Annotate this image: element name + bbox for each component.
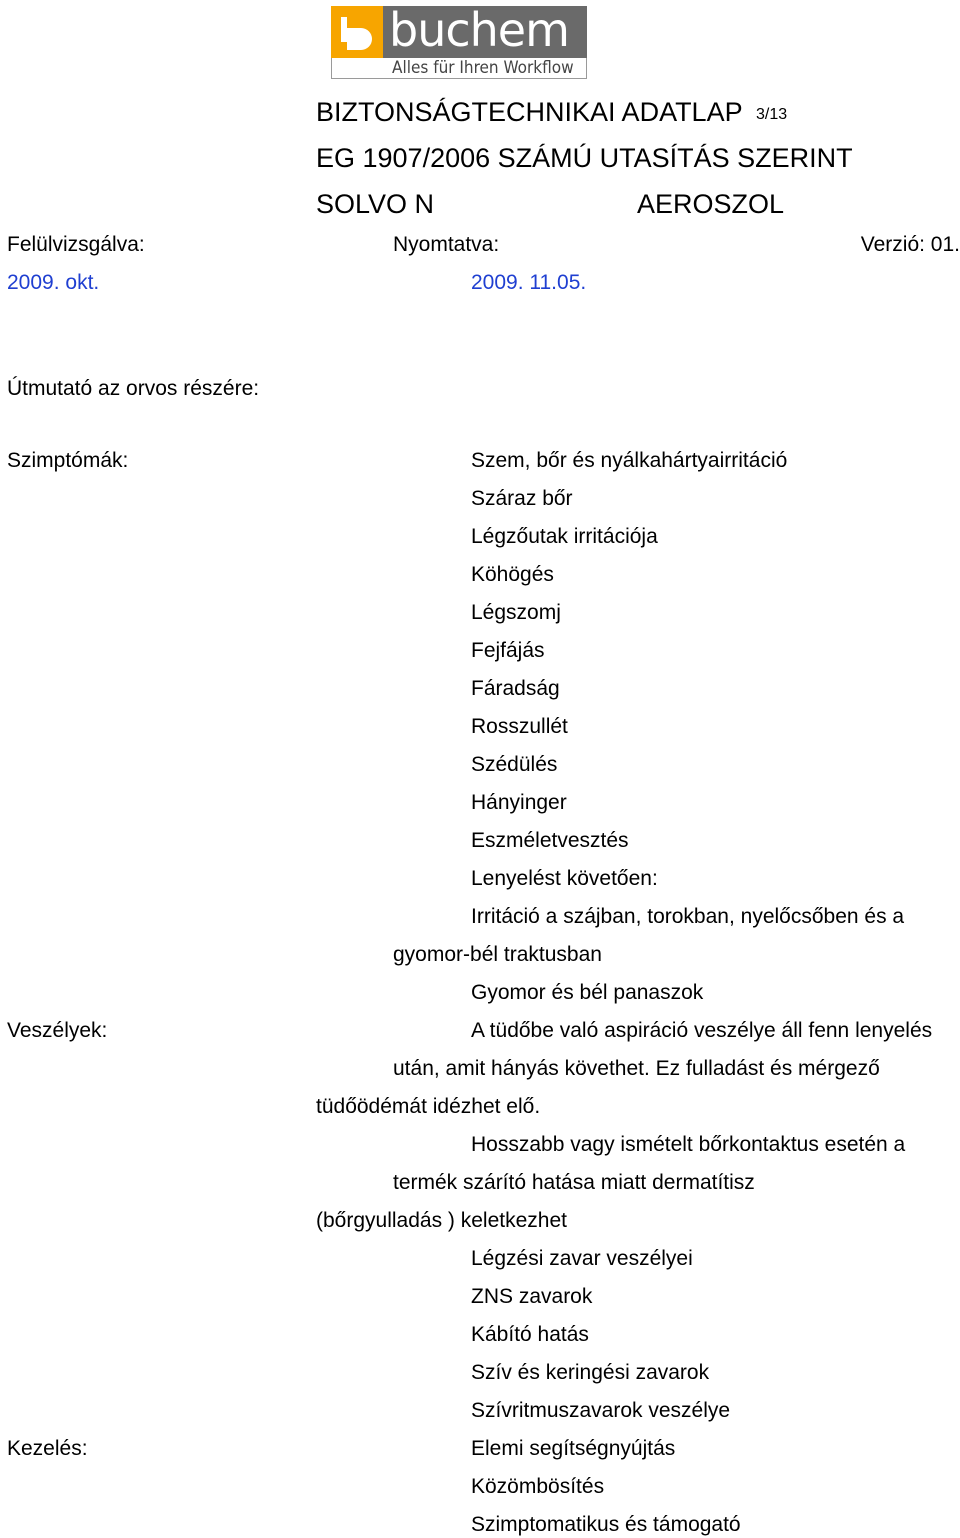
- text-line: Légszomj: [471, 601, 561, 624]
- product-name: SOLVO N: [316, 189, 435, 219]
- text-line: Fáradság: [471, 677, 560, 700]
- text-line: Hosszabb vagy ismételt bőrkontaktus esetén a: [471, 1133, 906, 1156]
- text-line: Lenyelést követően:: [471, 867, 658, 890]
- product-type: AEROSZOL: [637, 189, 785, 219]
- version-label: Verzió: 01.: [860, 233, 960, 256]
- text-line: Szív és keringési zavarok: [471, 1361, 710, 1384]
- text-line: Szédülés: [471, 753, 558, 776]
- text-line: Rosszullét: [471, 715, 568, 738]
- reviewed-label: Felülvizsgálva:: [7, 233, 145, 256]
- text-line: Fejfájás: [471, 639, 545, 662]
- text-line: gyomor-bél traktusban: [393, 943, 602, 966]
- text-line: Légzési zavar veszélyei: [471, 1247, 693, 1270]
- treatment-label: Kezelés:: [7, 1437, 88, 1460]
- text-line: után, amit hányás követhet. Ez fulladást és mérgező: [393, 1057, 880, 1080]
- text-line: Száraz bőr: [471, 487, 573, 510]
- logo-tagline: Alles für Ihren Workflow: [331, 58, 587, 79]
- text-line: Szívritmuszavarok veszélye: [471, 1399, 731, 1422]
- document-title: BIZTONSÁGTECHNIKAI ADATLAP: [316, 97, 743, 127]
- logo-wordmark: buchem: [383, 6, 587, 58]
- symptoms-label: Szimptómák:: [7, 449, 129, 472]
- text-line: Eszméletvesztés: [471, 829, 629, 852]
- printed-label: Nyomtatva:: [393, 233, 500, 256]
- text-line: Köhögés: [471, 563, 554, 586]
- reviewed-date: 2009. okt.: [7, 271, 100, 294]
- text-line: Hányinger: [471, 791, 567, 814]
- text-line: Szimptomatikus és támogató: [471, 1513, 741, 1536]
- text-line: termék szárító hatása miatt dermatítisz: [393, 1171, 755, 1194]
- text-line: Légzőutak irritációja: [471, 525, 658, 548]
- text-line: Szem, bőr és nyálkahártyairritáció: [471, 449, 788, 472]
- printed-date: 2009. 11.05.: [471, 271, 587, 294]
- company-logo: [331, 3, 587, 79]
- text-line: tüdőödémát idézhet elő.: [316, 1095, 541, 1118]
- text-line: A tüdőbe való aspiráció veszélye áll fenn lenyelés: [471, 1019, 933, 1042]
- hazards-label: Veszélyek:: [7, 1019, 108, 1042]
- text-line: Gyomor és bél panaszok: [471, 981, 704, 1004]
- text-line: Közömbösítés: [471, 1475, 605, 1498]
- regulation-line: EG 1907/2006 SZÁMÚ UTASÍTÁS SZERINT: [316, 143, 853, 173]
- text-line: Kábító hatás: [471, 1323, 589, 1346]
- text-line: Elemi segítségnyújtás: [471, 1437, 676, 1460]
- text-line: (bőrgyulladás ) keletkezhet: [316, 1209, 567, 1232]
- text-line: Irritáció a szájban, torokban, nyelőcsőben és a: [471, 905, 905, 928]
- logo-mark-icon: [331, 6, 383, 58]
- text-line: ZNS zavarok: [471, 1285, 593, 1308]
- page-number: 3/13: [756, 106, 788, 123]
- section-heading: Útmutató az orvos részére:: [7, 377, 260, 400]
